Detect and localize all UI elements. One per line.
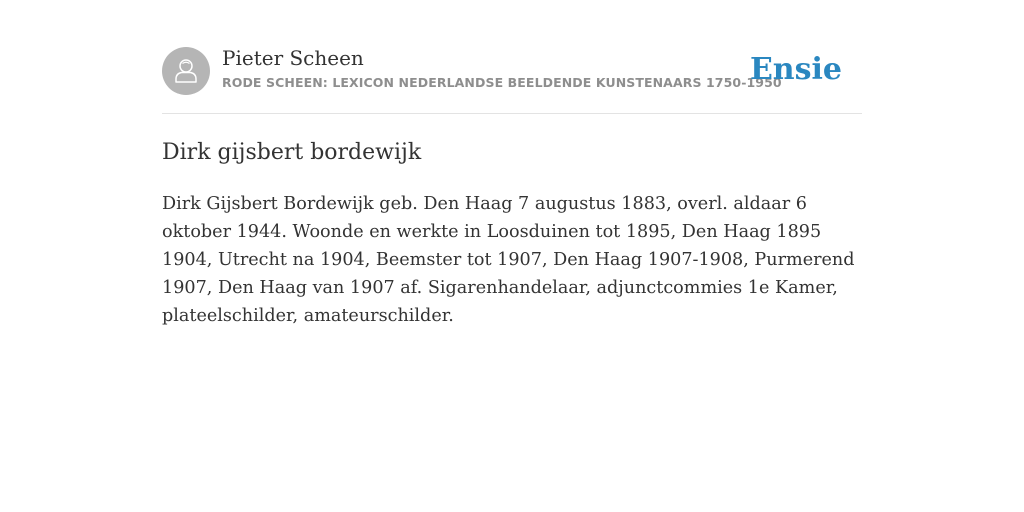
article-body: Dirk Gijsbert Bordewijk geb. Den Haag 7 augustus 1883, overl. aldaar 6 oktober 1944. Woonde en werkte in Loosduinen tot 1895, Den Haag 1895 1904, Utrecht na 1904, Beemster tot 1907, Den Haag 1907-1908, Purmerend 1907, Den Haag van 1907 af. Sigarenhandelaar, adjunctcommies 1e Kamer, plateelschilder, amateurschilder. <box>162 194 855 326</box>
author-avatar[interactable] <box>162 47 210 95</box>
ensie-logo[interactable]: Ensie <box>749 52 842 87</box>
author-name[interactable]: Pieter Scheen <box>222 46 364 70</box>
header-divider <box>162 113 862 114</box>
article-title: Dirk gijsbert bordewijk <box>162 140 422 165</box>
source-title[interactable]: RODE SCHEEN: LEXICON NEDERLANDSE BEELDENDE KUNSTENAARS 1750-1950 <box>222 75 782 90</box>
entry-header <box>162 46 862 96</box>
user-icon <box>171 56 201 86</box>
